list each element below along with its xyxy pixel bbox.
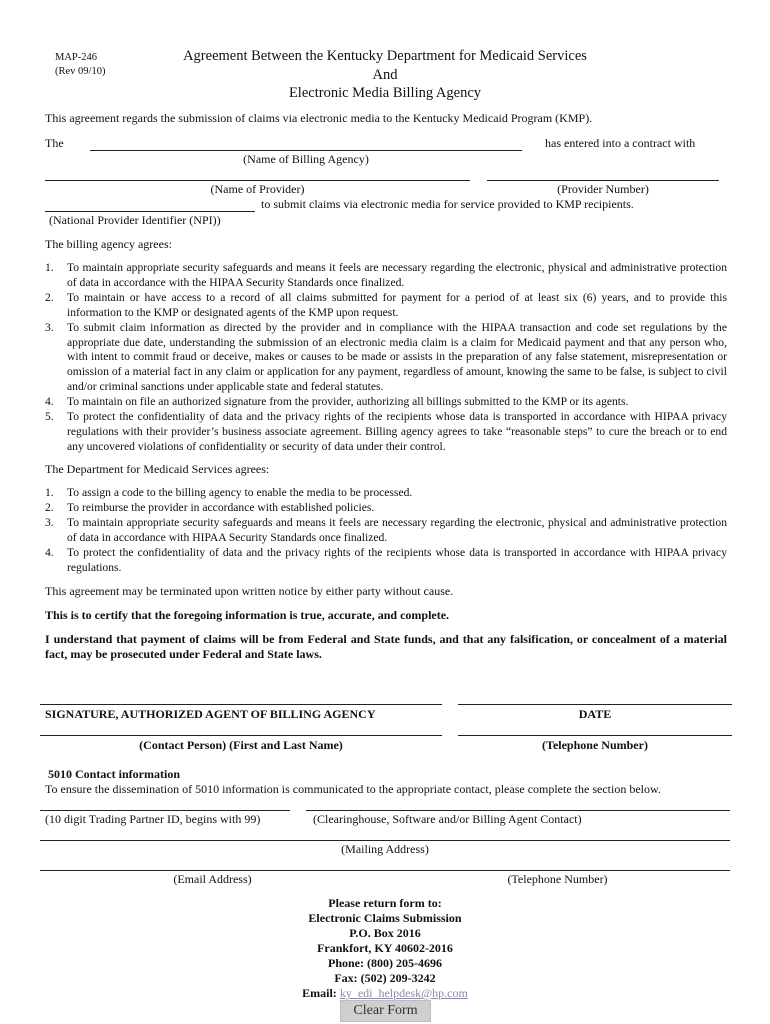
list-item <box>45 410 727 455</box>
telephone-field[interactable] <box>458 735 732 736</box>
item-number: 3. <box>45 515 54 529</box>
title-line-1: Agreement Between the Kentucky Department for Medicaid Services <box>183 48 587 64</box>
return-email-link[interactable]: ky_edi_helpdesk@hp.com <box>339 986 468 1000</box>
item-text: To maintain on file an authorized signature from the provider, authorizing all billings submitted to the KMP or its agents. <box>67 395 629 409</box>
list-item <box>45 321 727 396</box>
item-text: To maintain or have access to a record of all claims submitted for payment for a period of at least six (6) years, and to provide this information to the KMP or designated agents of the KMP upon request. <box>67 290 727 319</box>
billing-agency-field[interactable] <box>90 150 522 151</box>
return-email-row <box>0 986 770 1001</box>
item-number: 1. <box>45 486 54 499</box>
form-revision: (Rev 09/10) <box>55 66 106 77</box>
list-item <box>45 546 727 576</box>
list-item <box>45 516 727 546</box>
list-item <box>45 291 727 321</box>
clearinghouse-field[interactable] <box>306 810 730 811</box>
return-fax: Fax: (502) 209-3242 <box>334 971 436 985</box>
clear-form-button[interactable]: Clear Form <box>340 1000 431 1022</box>
signature-field[interactable] <box>40 704 442 705</box>
trading-partner-id-label: (10 digit Trading Partner ID, begins with 99) <box>45 812 261 826</box>
contact-5010-heading: 5010 Contact information <box>48 767 180 781</box>
form-id: MAP-246 <box>55 52 98 63</box>
clearinghouse-label: (Clearinghouse, Software and/or Billing Agent Contact) <box>313 812 582 826</box>
list-item <box>45 395 727 410</box>
item-text: To protect the confidentiality of data and the privacy rights of the recipients whose data is transported in accordance with HIPAA privacy regulations. <box>67 545 727 574</box>
return-line: P.O. Box 2016 <box>349 926 421 940</box>
item-number: 1. <box>45 261 54 274</box>
the-label: The <box>45 136 64 150</box>
dept-agrees-heading: The Department for Medicaid Services agrees: <box>45 462 270 476</box>
email-address-label: (Email Address) <box>173 872 252 886</box>
item-number: 4. <box>45 545 54 559</box>
item-number: 2. <box>45 500 54 514</box>
return-email-label: Email: <box>302 986 337 1000</box>
item-text: To maintain appropriate security safeguards and means it feels are necessary regarding the electronic, physical and administrative protection of data in accordance with HIPAA Security Standards once finalized. <box>67 515 727 544</box>
list-item <box>45 501 727 516</box>
title-line-2: And <box>372 67 398 83</box>
item-number: 3. <box>45 320 54 334</box>
email-phone-field[interactable] <box>40 870 730 871</box>
mailing-address-label: (Mailing Address) <box>341 842 429 856</box>
item-number: 5. <box>45 410 54 424</box>
npi-field[interactable] <box>45 211 255 212</box>
contact-5010-text: To ensure the dissemination of 5010 information is communicated to the appropriate contact, please complete the section below. <box>45 782 661 796</box>
item-text: To protect the confidentiality of data and the privacy rights of the recipients whose data is transported in accordance with HIPAA privacy regulations with their provider’s business associate agreement. Billing agency agrees to take “reasonable steps” to cure the breach or to end any uncovered violations of confidentiality or security of data under their control. <box>67 410 727 453</box>
trading-partner-id-field[interactable] <box>40 810 290 811</box>
item-number: 2. <box>45 290 54 304</box>
has-entered-text: has entered into a contract with <box>545 136 696 150</box>
contact-telephone-label: (Telephone Number) <box>507 872 608 886</box>
return-line: Please return form to: <box>328 896 442 910</box>
contact-person-field[interactable] <box>40 735 442 736</box>
date-field[interactable] <box>458 704 732 705</box>
item-text: To maintain appropriate security safeguards and means it feels are necessary regarding the electronic, physical and administrative protection of data in accordance with the HIPAA Security Standards once finalized. <box>67 261 727 289</box>
return-line: Electronic Claims Submission <box>308 911 462 925</box>
list-item <box>45 486 727 501</box>
return-address-block <box>0 896 770 1001</box>
contact-person-label: (Contact Person) (First and Last Name) <box>139 738 343 752</box>
title-line-3: Electronic Media Billing Agency <box>288 85 482 101</box>
submit-claims-text: to submit claims via electronic media for service provided to KMP recipients. <box>261 197 634 211</box>
provider-number-field[interactable] <box>487 180 719 181</box>
provider-name-field[interactable] <box>45 180 470 181</box>
provider-number-label: (Provider Number) <box>557 182 649 196</box>
provider-name-label: (Name of Provider) <box>210 182 305 196</box>
dept-agrees-list <box>45 486 727 575</box>
item-text: To submit claim information as directed by the provider and in compliance with the HIPAA transaction and code set regulations by the appropriate due date, understanding the submission of an electronic media claim is a claim for Medicaid payment and that any person who, with intent to commit fraud or deceive, makes or causes to be made or assists in the preparation of any false statement, misrepresentation or omission of a material fact in any claim or application for any payment, regardless of amount, knowing the same to be false, is subject to civil and/or criminal sanctions under applicable state and federal statutes. <box>67 320 727 394</box>
billing-agrees-heading: The billing agency agrees: <box>45 237 172 251</box>
understand-text: I understand that payment of claims will be from Federal and State funds, and that any falsification, or concealment of a material fact, may be prosecuted under Federal and State laws. <box>45 632 727 661</box>
list-item <box>45 261 727 291</box>
billing-agrees-list <box>45 261 727 455</box>
signature-label: SIGNATURE, AUTHORIZED AGENT OF BILLING AGENCY <box>45 707 376 721</box>
intro-text: This agreement regards the submission of claims via electronic media to the Kentucky Medicaid Program (KMP). <box>45 111 593 125</box>
certify-text: This is to certify that the foregoing information is true, accurate, and complete. <box>45 608 450 622</box>
billing-agency-label: (Name of Billing Agency) <box>243 152 369 166</box>
termination-text: This agreement may be terminated upon written notice by either party without cause. <box>45 584 454 598</box>
item-text: To assign a code to the billing agency to enable the media to be processed. <box>67 486 413 499</box>
item-text: To reimburse the provider in accordance with established policies. <box>67 500 375 514</box>
date-label: DATE <box>578 707 612 721</box>
return-phone: Phone: (800) 205-4696 <box>328 956 442 970</box>
item-number: 4. <box>45 395 54 409</box>
mailing-address-field[interactable] <box>40 840 730 841</box>
telephone-label: (Telephone Number) <box>542 738 648 752</box>
npi-label: (National Provider Identifier (NPI)) <box>49 213 221 227</box>
return-line: Frankfort, KY 40602-2016 <box>317 941 453 955</box>
